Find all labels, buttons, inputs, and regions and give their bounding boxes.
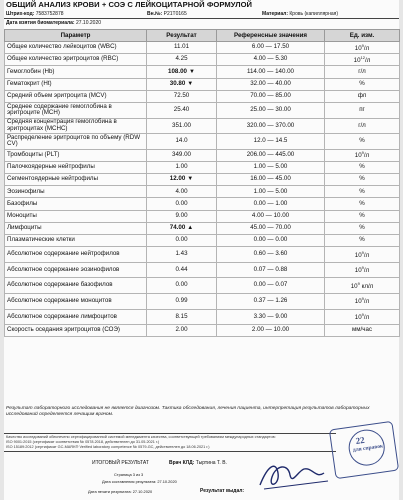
reference-low: 0.60 — [253, 250, 266, 258]
unit-cell — [325, 174, 400, 186]
parameter-name: Базофилы — [5, 198, 147, 210]
result-row — [5, 198, 400, 210]
result-row — [5, 161, 400, 173]
result-value-cell — [147, 294, 217, 310]
material-value: Кровь (капиллярная) — [289, 11, 338, 17]
range-dash: — — [265, 236, 276, 244]
unit-base: 10 — [350, 282, 358, 290]
quality-line-3: ISO 15189:2012 (сертификат GC-MARK® Verified laboratory competence № 0579-GC, действителен до 18.06.2021 г.) — [6, 444, 210, 449]
unit-base: % — [359, 187, 365, 195]
range-dash: — — [265, 163, 276, 171]
result-value: 14.0 — [175, 137, 188, 145]
reference-range — [217, 235, 325, 247]
doctor-name: Тыртина Т. В. — [195, 460, 227, 466]
parameter-name: Гемоглобин (Hb) — [5, 66, 147, 78]
result-value: 25.40 — [173, 105, 190, 113]
parameter-name: Средний объем эритроцита (MCV) — [5, 90, 147, 102]
unit-base: 10 — [354, 298, 362, 306]
result-value: 72.50 — [173, 92, 190, 100]
reference-high: 5.30 — [275, 55, 288, 63]
unit-suffix: кл/л — [359, 282, 374, 290]
result-value: 0.00 — [175, 236, 188, 244]
unit-base: % — [359, 236, 365, 244]
inv-label: Вн.№: — [147, 11, 163, 17]
result-value-cell — [147, 247, 217, 263]
disclaimer-note: Результат лабораторного исследования не является диагнозом. Тактика обследования, лечения пациента, интерпретация результатов лабораторных исследований определяется лечащим врачом. — [6, 406, 370, 417]
unit-base: 10 — [354, 314, 362, 322]
reference-high: 1.26 — [275, 297, 288, 304]
reference-range — [217, 294, 325, 310]
doctor-signature — [254, 455, 334, 495]
reference-low: 0.37 — [253, 297, 266, 304]
barcode-field — [6, 11, 64, 17]
parameter-name: Общее количество эритроцитов (RBC) — [5, 54, 147, 66]
low-flag-icon: ▼ — [187, 176, 194, 183]
result-date-field — [88, 489, 152, 494]
range-dash: — — [265, 224, 276, 232]
quality-line-1: Качество исследований обеспечено сертифицированной системой менеджмента качества, соответствующей требованиям международных стандартов: — [6, 435, 276, 439]
unit-suffix: /л — [363, 298, 370, 306]
low-flag-icon: ▼ — [187, 80, 194, 87]
range-dash: — — [265, 151, 276, 159]
unit-exponent: 9 — [361, 296, 364, 302]
parameter-name: Абсолютное содержание лимфоцитов — [5, 309, 147, 325]
range-dash: — — [265, 79, 276, 87]
unit-suffix: /л — [363, 152, 370, 160]
result-value: 11.01 — [173, 43, 190, 51]
reference-range — [217, 222, 325, 234]
unit-base: 10 — [354, 152, 362, 160]
page-info: Страница 3 из 3 — [114, 472, 144, 477]
reference-range — [217, 210, 325, 222]
range-dash: — — [265, 297, 276, 304]
result-row — [5, 262, 400, 278]
range-dash: — — [265, 105, 276, 113]
reference-high: 140.00 — [275, 67, 295, 75]
lab-report-page — [4, 0, 399, 500]
reference-high: 1.00 — [275, 199, 288, 207]
doctor-label: Врач КЛД: — [169, 460, 195, 466]
result-row — [5, 325, 400, 337]
reference-range — [217, 278, 325, 294]
reference-range — [217, 309, 325, 325]
reference-high: 10.00 — [273, 326, 290, 334]
reference-high: 0.00 — [275, 236, 288, 244]
unit-exponent: 12 — [360, 54, 365, 60]
result-value-cell — [147, 174, 217, 186]
unit-exponent: 9 — [361, 150, 364, 156]
reference-range — [217, 118, 325, 134]
result-value: 1.43 — [175, 250, 188, 258]
reference-range — [217, 262, 325, 278]
result-value: 0.44 — [175, 265, 188, 273]
result-date-label: Дата печати результата: — [88, 489, 132, 494]
reference-high: 30.00 — [275, 105, 291, 113]
result-value-cell — [147, 54, 217, 66]
reference-high: 445.00 — [275, 151, 295, 159]
reference-low: 0.00 — [253, 281, 266, 289]
unit-base: % — [359, 224, 365, 232]
result-row — [5, 102, 400, 118]
unit-exponent: 9 — [361, 42, 364, 48]
reference-low: 25.00 — [250, 105, 266, 113]
range-dash: — — [265, 67, 276, 75]
unit-exponent: 9 — [361, 312, 364, 318]
result-row — [5, 278, 400, 294]
issued-by-field — [200, 488, 244, 494]
unit-base: 10 — [354, 267, 362, 275]
result-value-cell — [147, 222, 217, 234]
unit-base: фл — [357, 92, 367, 100]
result-value-cell — [147, 42, 217, 54]
quality-divider-top — [4, 433, 336, 434]
result-value: 351.00 — [172, 121, 191, 129]
inv-value: P21T0165 — [163, 11, 187, 17]
reference-range — [217, 198, 325, 210]
parameter-name: Абсолютное содержание нейтрофилов — [5, 247, 147, 263]
reference-high: 70.00 — [275, 224, 291, 232]
result-row — [5, 78, 400, 90]
material-label: Материал: — [262, 11, 288, 17]
result-value: 9.00 — [175, 211, 188, 219]
parameter-name: Среднее содержание гемоглобина в эритроците (MCH) — [5, 102, 147, 118]
print-date: Дата составления результата: 27.10.2020 — [102, 479, 177, 484]
result-value: 1.00 — [175, 163, 188, 171]
quality-divider-bottom — [4, 451, 336, 452]
parameter-name: Абсолютное содержание базофилов — [5, 278, 147, 294]
issued-by-label: Результат выдал: — [200, 488, 245, 494]
collection-date-field — [6, 20, 101, 26]
result-row — [5, 222, 400, 234]
reference-high: 5.00 — [275, 187, 288, 195]
unit-base: г/л — [358, 121, 366, 129]
unit-cell — [325, 42, 400, 54]
reference-range — [217, 161, 325, 173]
barcode-value: 7583752878 — [35, 11, 64, 17]
reference-low: 12.0 — [253, 137, 266, 145]
range-dash: — — [263, 326, 274, 334]
range-dash: — — [265, 265, 276, 273]
reference-low: 320.00 — [246, 121, 266, 129]
range-dash: — — [263, 211, 274, 219]
material-field — [262, 11, 338, 17]
result-value: 108.00 — [168, 67, 187, 75]
reference-low: 1.00 — [253, 187, 266, 195]
parameter-name: Моноциты — [5, 210, 147, 222]
result-row — [5, 149, 400, 161]
result-value: 349.00 — [172, 151, 191, 159]
col-header-unit: Ед. изм. — [325, 30, 400, 42]
collection-date-value: 27.10.2020 — [75, 20, 102, 26]
range-dash: — — [265, 175, 276, 183]
unit-base: пг — [359, 105, 365, 113]
range-dash: — — [265, 281, 276, 289]
unit-cell — [325, 134, 400, 150]
reference-range — [217, 174, 325, 186]
range-dash: — — [265, 187, 276, 195]
reference-range — [217, 186, 325, 198]
result-date-value: 27.10.2020 — [132, 489, 153, 494]
inv-number-field — [147, 11, 187, 17]
result-value-cell — [147, 134, 217, 150]
unit-cell — [325, 278, 400, 294]
unit-cell — [325, 102, 400, 118]
reference-range — [217, 325, 325, 337]
result-row — [5, 186, 400, 198]
parameter-name: Средняя концентрация гемоглобина в эритроцитах (MCHC) — [5, 118, 147, 134]
unit-cell — [325, 294, 400, 310]
result-value-cell — [147, 210, 217, 222]
range-dash: — — [265, 121, 276, 129]
parameter-name: Тромбоциты (PLT) — [5, 149, 147, 161]
reference-high: 3.60 — [275, 250, 288, 258]
reference-high: 370.00 — [275, 121, 295, 129]
result-value: 12.00 — [169, 175, 186, 183]
result-row — [5, 174, 400, 186]
reference-low: 0.00 — [253, 199, 266, 207]
reference-low: 16.00 — [250, 175, 266, 183]
unit-base: % — [359, 211, 365, 219]
result-value: 0.00 — [175, 199, 188, 207]
unit-suffix: /л — [363, 44, 370, 52]
reference-range — [217, 134, 325, 150]
range-dash: — — [265, 199, 276, 207]
parameter-name: Плазматические клетки — [5, 235, 147, 247]
parameter-name: Сегментоядерные нейтрофилы — [5, 174, 147, 186]
range-dash: — — [265, 250, 276, 258]
result-value-cell — [147, 235, 217, 247]
result-value-cell — [147, 278, 217, 294]
parameter-name: Палочкоядерные нейтрофилы — [5, 161, 147, 173]
result-value-cell — [147, 186, 217, 198]
result-row — [5, 42, 400, 54]
high-flag-icon: ▲ — [187, 225, 194, 232]
unit-cell — [325, 198, 400, 210]
col-header-reference: Референсные значения — [217, 30, 325, 42]
result-row — [5, 210, 400, 222]
reference-range — [217, 78, 325, 90]
unit-suffix: /л — [365, 57, 371, 65]
result-row — [5, 294, 400, 310]
unit-cell — [325, 161, 400, 173]
barcode-label: Штрих-код: — [6, 11, 35, 17]
reference-low: 32.00 — [250, 79, 266, 87]
collection-date-label: Дата взятия биоматериала: — [6, 20, 75, 26]
result-value-cell — [147, 325, 217, 337]
result-value: 0.99 — [175, 297, 188, 304]
result-value: 74.00 — [169, 224, 186, 232]
unit-base: 10 — [354, 44, 362, 52]
reference-low: 6.00 — [251, 43, 264, 51]
unit-cell — [325, 247, 400, 263]
col-header-parameter: Параметр — [5, 30, 147, 42]
lab-stamp — [329, 421, 399, 479]
parameter-name: Лимфоциты — [5, 222, 147, 234]
stamp-text: для справок — [352, 443, 384, 454]
parameter-name: Скорость оседания эритроцитов (СОЭ) — [5, 325, 147, 337]
result-value-cell — [147, 309, 217, 325]
unit-cell — [325, 66, 400, 78]
reference-low: 114.00 — [246, 67, 266, 75]
parameter-name: Общее количество лейкоцитов (WBC) — [5, 42, 147, 54]
quality-line-2: ISO 9001:2015 (сертификат соответствия № 0578.2018, действителен до 31.05.2021 г.) — [6, 439, 160, 444]
range-dash: — — [263, 43, 274, 51]
reference-range — [217, 42, 325, 54]
range-dash: — — [265, 55, 276, 63]
reference-high: 10.00 — [273, 211, 290, 219]
result-value-cell — [147, 262, 217, 278]
result-value-cell — [147, 102, 217, 118]
unit-cell — [325, 186, 400, 198]
parameter-name: Абсолютное содержание эозинофилов — [5, 262, 147, 278]
result-row — [5, 66, 400, 78]
quality-statement — [6, 435, 336, 449]
reference-range — [217, 247, 325, 263]
range-dash: — — [265, 137, 276, 145]
unit-exponent: 9 — [361, 249, 364, 255]
result-value: 2.00 — [175, 326, 188, 334]
unit-base: 10 — [353, 57, 361, 65]
col-header-result: Результат — [147, 30, 217, 42]
result-value-cell — [147, 161, 217, 173]
results-header-row — [5, 30, 400, 42]
parameter-name: Распределение эритроцитов по объему (RDW CV) — [5, 134, 147, 150]
reference-range — [217, 102, 325, 118]
reference-high: 85.00 — [275, 92, 291, 100]
reference-low: 45.00 — [250, 224, 266, 232]
unit-suffix: /л — [363, 251, 370, 259]
reference-low: 0.07 — [253, 265, 266, 273]
unit-cell — [325, 309, 400, 325]
result-row — [5, 134, 400, 150]
result-value: 30.80 — [169, 79, 186, 87]
unit-base: 10 — [354, 251, 362, 259]
unit-cell — [325, 149, 400, 161]
result-value-cell — [147, 198, 217, 210]
parameter-name: Эозинофилы — [5, 186, 147, 198]
reference-high: 17.50 — [273, 43, 290, 51]
reference-high: 14.5 — [275, 137, 288, 145]
reference-high: 9.00 — [275, 312, 288, 320]
result-row — [5, 54, 400, 66]
reference-low: 4.00 — [253, 55, 266, 63]
unit-cell — [325, 90, 400, 102]
reference-low: 70.00 — [250, 92, 266, 100]
result-value-cell — [147, 78, 217, 90]
unit-base: % — [359, 79, 365, 87]
unit-exponent: 9 — [361, 265, 364, 271]
result-value: 4.00 — [175, 187, 188, 195]
unit-cell — [325, 262, 400, 278]
unit-exponent: 9 — [357, 280, 360, 286]
results-table — [4, 29, 400, 337]
unit-cell — [325, 210, 400, 222]
parameter-name: Абсолютное содержание моноцитов — [5, 294, 147, 310]
range-dash: — — [265, 92, 276, 100]
unit-base: % — [359, 175, 365, 183]
unit-cell — [325, 325, 400, 337]
unit-base: % — [359, 199, 365, 207]
stamp-number: 22 — [354, 434, 366, 447]
result-row — [5, 235, 400, 247]
doctor-field — [169, 460, 227, 466]
reference-low: 1.00 — [253, 163, 266, 171]
result-value-cell — [147, 90, 217, 102]
result-row — [5, 247, 400, 263]
result-value: 4.25 — [175, 55, 188, 63]
result-row — [5, 118, 400, 134]
reference-low: 0.00 — [253, 236, 266, 244]
range-dash: — — [265, 312, 276, 320]
unit-cell — [325, 235, 400, 247]
reference-high: 0.88 — [275, 265, 288, 273]
reference-range — [217, 149, 325, 161]
reference-high: 0.07 — [275, 281, 288, 289]
reference-high: 45.00 — [275, 175, 291, 183]
unit-suffix: /л — [363, 314, 370, 322]
result-row — [5, 90, 400, 102]
unit-base: % — [359, 163, 365, 171]
reference-low: 3.30 — [253, 312, 266, 320]
reference-high: 5.00 — [275, 163, 288, 171]
parameter-name: Гематокрит (Ht) — [5, 78, 147, 90]
reference-low: 2.00 — [251, 326, 264, 334]
unit-base: г/л — [358, 67, 366, 75]
result-row — [5, 309, 400, 325]
result-value: 0.00 — [175, 281, 188, 289]
header-divider — [4, 18, 399, 19]
result-value-cell — [147, 118, 217, 134]
result-value-cell — [147, 149, 217, 161]
reference-low: 4.00 — [251, 211, 264, 219]
result-value-cell — [147, 66, 217, 78]
reference-low: 206.00 — [246, 151, 266, 159]
report-title: ОБЩИЙ АНАЛИЗ КРОВИ + СОЭ С ЛЕЙКОЦИТАРНОЙ ФОРМУЛОЙ — [6, 0, 253, 9]
unit-cell — [325, 118, 400, 134]
reference-range — [217, 54, 325, 66]
reference-range — [217, 90, 325, 102]
low-flag-icon: ▼ — [188, 68, 195, 75]
unit-suffix: /л — [363, 267, 370, 275]
unit-cell — [325, 78, 400, 90]
reference-high: 40.00 — [275, 79, 291, 87]
unit-base: % — [359, 137, 365, 145]
unit-cell — [325, 222, 400, 234]
result-value: 8.15 — [175, 312, 188, 320]
reference-range — [217, 66, 325, 78]
unit-cell — [325, 54, 400, 66]
unit-base: мм/час — [352, 326, 372, 334]
summary-label: ИТОГОВЫЙ РЕЗУЛЬТАТ — [92, 460, 149, 466]
